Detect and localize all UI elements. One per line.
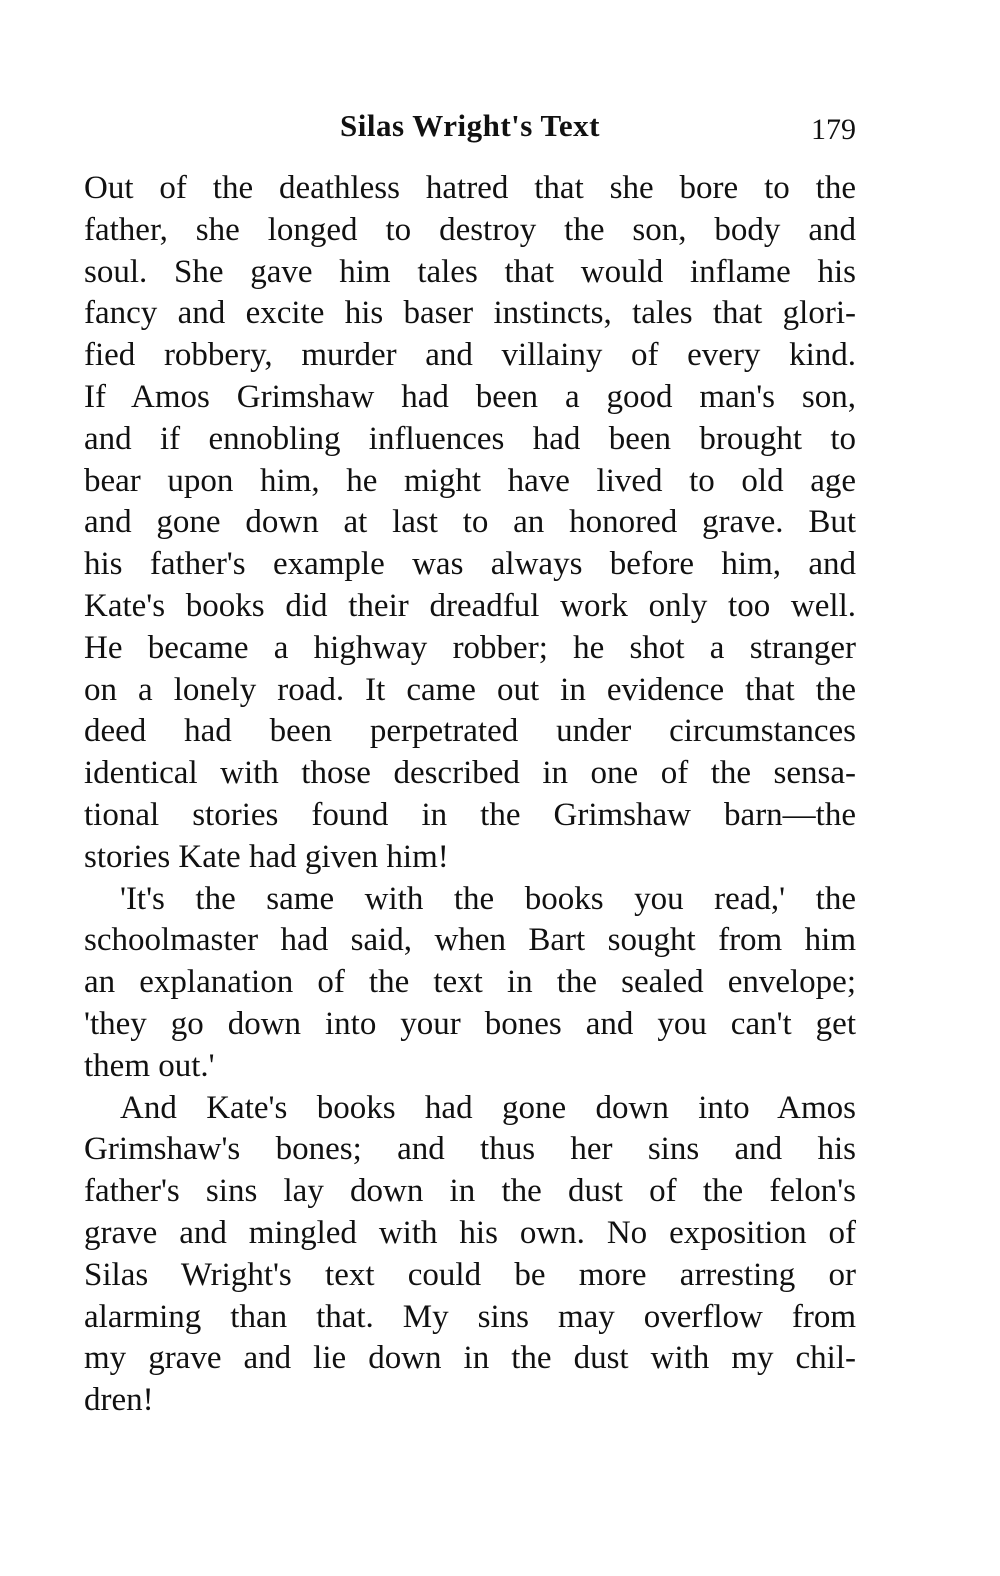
text-line: fied robbery, murder and villainy of every kind. <box>84 337 856 374</box>
running-head <box>84 104 856 148</box>
text-line: alarming than that. My sins may overflow from <box>84 1298 856 1335</box>
text-line: fancy and excite his baser instincts, tales that glori- <box>84 295 856 332</box>
text-line: And Kate's books had gone down into Amos <box>120 1089 856 1126</box>
text-line: 'It's the same with the books you read,' the <box>120 880 856 917</box>
text-line: bear upon him, he might have lived to old age <box>84 462 856 499</box>
text-line: father, she longed to destroy the son, body and <box>84 211 856 248</box>
text-line: Grimshaw's bones; and thus her sins and his <box>84 1131 856 1168</box>
text-line: Silas Wright's text could be more arresting or <box>84 1256 856 1293</box>
text-line: his father's example was always before him, and <box>84 546 856 583</box>
text-line: dren! <box>84 1382 154 1419</box>
text-line: Kate's books did their dreadful work only too well. <box>84 587 856 624</box>
text-line: stories Kate had given him! <box>84 838 449 875</box>
text-line: my grave and lie down in the dust with my chil- <box>84 1340 856 1377</box>
running-title: Silas Wright's Text <box>340 108 600 143</box>
text-line: an explanation of the text in the sealed envelope; <box>84 964 856 1001</box>
text-line: them out.' <box>84 1047 215 1084</box>
text-line: Out of the deathless hatred that she bore to the <box>84 170 856 206</box>
text-line: If Amos Grimshaw had been a good man's son, <box>84 378 856 415</box>
text-line: deed had been perpetrated under circumstances <box>84 713 856 750</box>
text-line: on a lonely road. It came out in evidence that the <box>84 671 856 708</box>
body-text <box>84 168 856 1422</box>
text-line: identical with those described in one of the sensa- <box>84 755 856 792</box>
page-number: 179 <box>811 113 856 146</box>
text-line: tional stories found in the Grimshaw barn—the <box>84 796 856 833</box>
text-line: He became a highway robber; he shot a stranger <box>84 629 856 666</box>
text-line: and gone down at last to an honored grave. But <box>84 504 856 541</box>
text-line: grave and mingled with his own. No exposition of <box>84 1214 856 1251</box>
text-line: and if ennobling influences had been brought to <box>84 420 856 457</box>
text-line: soul. She gave him tales that would inflame his <box>84 253 856 290</box>
text-line: father's sins lay down in the dust of the felon's <box>84 1173 856 1210</box>
text-line: schoolmaster had said, when Bart sought from him <box>84 922 856 959</box>
text-line: 'they go down into your bones and you can't get <box>84 1005 856 1042</box>
